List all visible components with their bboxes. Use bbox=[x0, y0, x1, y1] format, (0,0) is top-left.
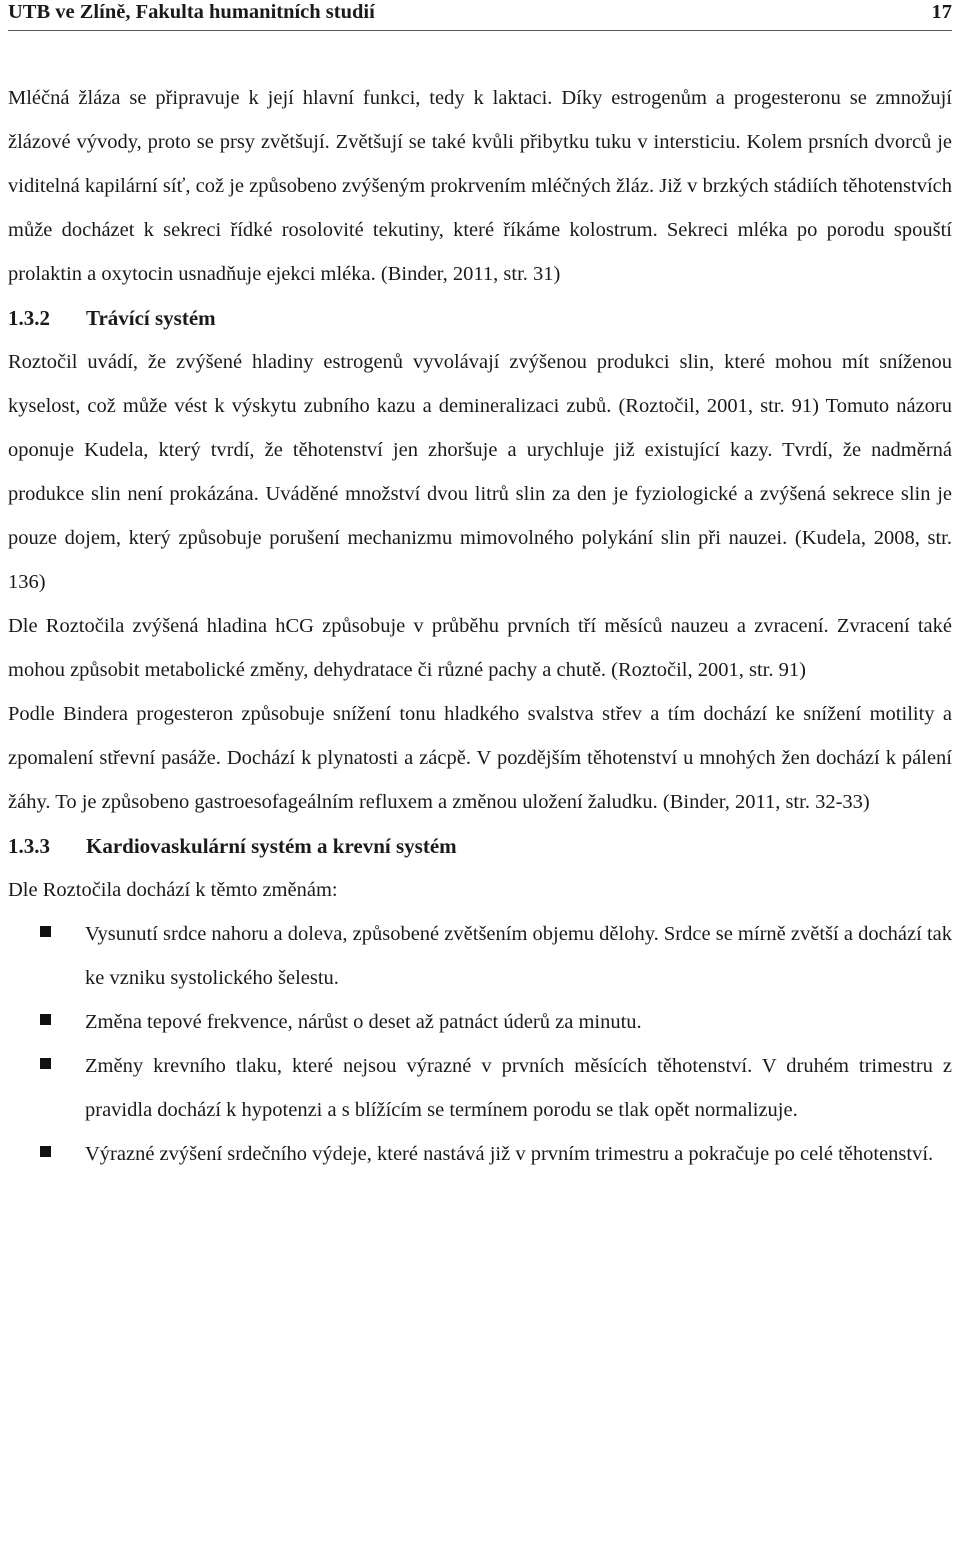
list-item bbox=[8, 912, 952, 1000]
paragraph-saliva: Roztočil uvádí, že zvýšené hladiny estrogenů vyvolávají zvýšenou produkci slin, které mohou mít sníženou kyselost, což může vést k výskytu zubního kazu a demineralizaci zubů. (Roztočil, 2001, str. 91) Tomuto názoru oponuje Kudela, který tvrdí, že těhotenství jen zhoršuje a urychluje již existující kazy. Tvrdí, že nadměrná produkce slin není prokázána. Uváděné množství dvou litrů slin za den je fyziologické a zvýšená sekrece slin je pouze dojem, který způsobuje porušení mechanizmu mimovolného polykání slin při nauzei. (Kudela, 2008, str. 136) bbox=[8, 351, 952, 593]
section-number: 1.3.3 bbox=[8, 834, 50, 858]
page-header bbox=[8, 0, 952, 31]
paragraph-nausea: Dle Roztočila zvýšená hladina hCG způsobuje v průběhu prvních tří měsíců nauzeu a zvracení. Zvracení také mohou způsobit metabolické změny, dehydratace či různé pachy a chutě. (Roztočil, 2001, str. 91) bbox=[8, 615, 952, 681]
section-title: Trávící systém bbox=[86, 306, 216, 330]
section-heading-digestive bbox=[8, 296, 952, 340]
section-heading-cardiovascular bbox=[8, 824, 952, 868]
page-body bbox=[8, 76, 952, 1176]
square-bullet-icon bbox=[40, 1014, 51, 1025]
square-bullet-icon bbox=[40, 926, 51, 937]
header-title: UTB ve Zlíně, Fakulta humanitních studií bbox=[8, 1, 375, 23]
section-title: Kardiovaskulární systém a krevní systém bbox=[86, 834, 457, 858]
list-item-text: Změny krevního tlaku, které nejsou výrazné v prvních měsících těhotenství. V druhém trimestru z pravidla dochází k hypotenzi a s blížícím se termínem porodu se tlak opět normalizuje. bbox=[85, 1055, 952, 1121]
bullet-list bbox=[8, 912, 952, 1176]
list-item-text: Vysunutí srdce nahoru a doleva, způsobené zvětšením objemu dělohy. Srdce se mírně zvětší a dochází tak ke vzniku systolického šelestu. bbox=[85, 923, 952, 989]
section-number: 1.3.2 bbox=[8, 306, 50, 330]
list-item bbox=[8, 1000, 952, 1044]
list-item-text: Změna tepové frekvence, nárůst o deset až patnáct úderů za minutu. bbox=[85, 1011, 642, 1033]
paragraph-mammary: Mléčná žláza se připravuje k její hlavní funkci, tedy k laktaci. Díky estrogenům a progesteronu se zmnožují žlázové vývody, proto se prsy zvětšují. Zvětšují se také kvůli přibytku tuku v intersticiu. Kolem prsních dvorců je viditelná kapilární síť, což je způsobeno zvýšeným prokrvením mléčných žláz. Již v brzkých stádiích těhotenstvích může docházet k sekreci řídké rosolovité tekutiny, které říkáme kolostrum. Sekreci mléka po porodu spouští prolaktin a oxytocin usnadňuje ejekci mléka. (Binder, 2011, str. 31) bbox=[8, 87, 952, 285]
list-item-text: Výrazné zvýšení srdečního výdeje, které nastává již v prvním trimestru a pokračuje po celé těhotenství. bbox=[85, 1143, 934, 1165]
list-item bbox=[8, 1132, 952, 1176]
list-item bbox=[8, 1044, 952, 1132]
paragraph-progesterone: Podle Bindera progesteron způsobuje snížení tonu hladkého svalstva střev a tím dochází ke snížení motility a zpomalení střevní pasáže. Dochází k plynatosti a zácpě. V pozdějším těhotenství u mnohých žen dochází k pálení žáhy. To je způsobeno gastroesofageálním refluxem a změnou uložení žaludku. (Binder, 2011, str. 32-33) bbox=[8, 703, 952, 813]
page-number: 17 bbox=[931, 1, 952, 23]
paragraph-intro-list: Dle Roztočila dochází k těmto změnám: bbox=[8, 879, 338, 901]
square-bullet-icon bbox=[40, 1058, 51, 1069]
square-bullet-icon bbox=[40, 1146, 51, 1157]
